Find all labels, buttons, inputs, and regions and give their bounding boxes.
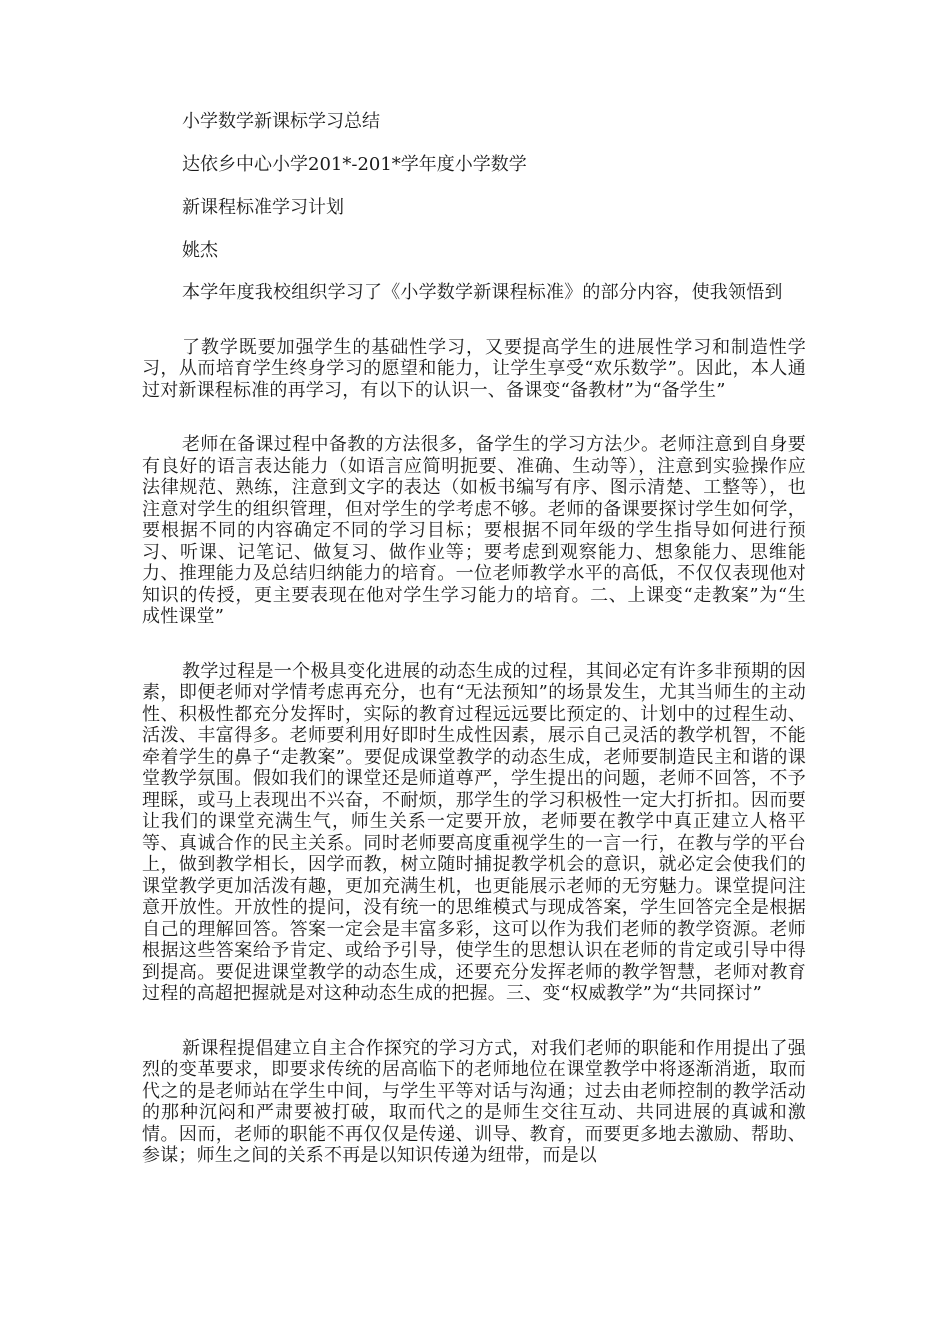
document-page xyxy=(142,110,806,1200)
paragraph: 教学过程是一个极具变化进展的动态生成的过程，其间必定有许多非预期的因素，即便老师对学情考虑再充分，也有“无法预知”的场景发生，尤其当师生的主动性、积极性都充分发挥时，实际的教育过程远远要比预定的、计划中的过程生动、活泼、丰富得多。老师要利用好即时生成性因素，展示自己灵活的教学机智，不能牵着学生的鼻子“走教案”。要促成课堂教学的动态生成，老师要制造民主和谐的课堂教学氛围。假如我们的课堂还是师道尊严，学生提出的问题，老师不回答，不予理睬，或马上表现出不兴奋，不耐烦，那学生的学习积极性一定大打折扣。因而要让我们的课堂充满生气，师生关系一定要开放，老师要在教学中真正建立人格平等、真诚合作的民主关系。同时老师要高度重视学生的一言一行，在教与学的平台上，做到教学相长，因学而教，树立随时捕捉教学机会的意识，就必定会使我们的课堂教学更加活泼有趣，更加充满生机，也更能展示老师的无穷魅力。课堂提问注意开放性。开放性的提问，没有统一的思维模式与现成答案，学生回答完全是根据自己的理解回答。答案一定会是丰富多彩，这可以作为我们老师的教学资源。老师根据这些答案给予肯定、或给予引导，使学生的思想认识在老师的肯定或引导中得到提高。要促进课堂教学的动态生成，还要充分发挥老师的教学智慧，老师对教育过程的高超把握就是对这种动态生成的把握。三、变“权威教学”为“共同探讨” xyxy=(142,660,806,1004)
paragraph: 了教学既要加强学生的基础性学习，又要提高学生的进展性学习和制造性学习，从而培育学生终身学习的愿望和能力，让学生享受“欢乐数学”。因此，本人通过对新课程标准的再学习，有以下的认识一、备课变“备教材”为“备学生” xyxy=(142,336,806,401)
document-title: 小学数学新课标学习总结 xyxy=(182,111,380,132)
paragraph: 新课程提倡建立自主合作探究的学习方式，对我们老师的职能和作用提出了强烈的变革要求，即要求传统的居高临下的老师地位在课堂教学中将逐渐消逝，取而代之的是老师站在学生中间，与学生平等对话与沟通；过去由老师控制的教学活动的那种沉闷和严肃要被打破，取而代之的是师生交往互动、共同进展的真诚和激情。因而，老师的职能不再仅仅是传递、训导、教育，而要更多地去激励、帮助、参谋；师生之间的关系不再是以知识传递为纽带，而是以 xyxy=(142,1037,806,1166)
author-name: 姚杰 xyxy=(182,240,218,261)
paragraph: 老师在备课过程中备教的方法很多，备学生的学习方法少。老师注意到自身要有良好的语言表达能力（如语言应简明扼要、准确、生动等），注意到实验操作应法律规范、熟练，注意到文字的表达（如板书编写有序、图示清楚、工整等），也注意对学生的组织管理，但对学生的学考虑不够。老师的备课要探讨学生如何学，要根据不同的内容确定不同的学习目标；要根据不同年级的学生指导如何进行预习、听课、记笔记、做复习、做作业等；要考虑到观察能力、想象能力、思维能力、推理能力及总结归纳能力的培育。一位老师教学水平的高低，不仅仅表现他对知识的传授，更主要表现在他对学生学习能力的培育。二、上课变“走教案”为“生成性课堂” xyxy=(142,434,806,627)
paragraph: 本学年度我校组织学习了《小学数学新课程标准》的部分内容，使我领悟到 xyxy=(182,282,783,303)
school-line: 达依乡中心小学201*-201*学年度小学数学 xyxy=(182,154,527,175)
plan-title: 新课程标准学习计划 xyxy=(182,197,344,218)
